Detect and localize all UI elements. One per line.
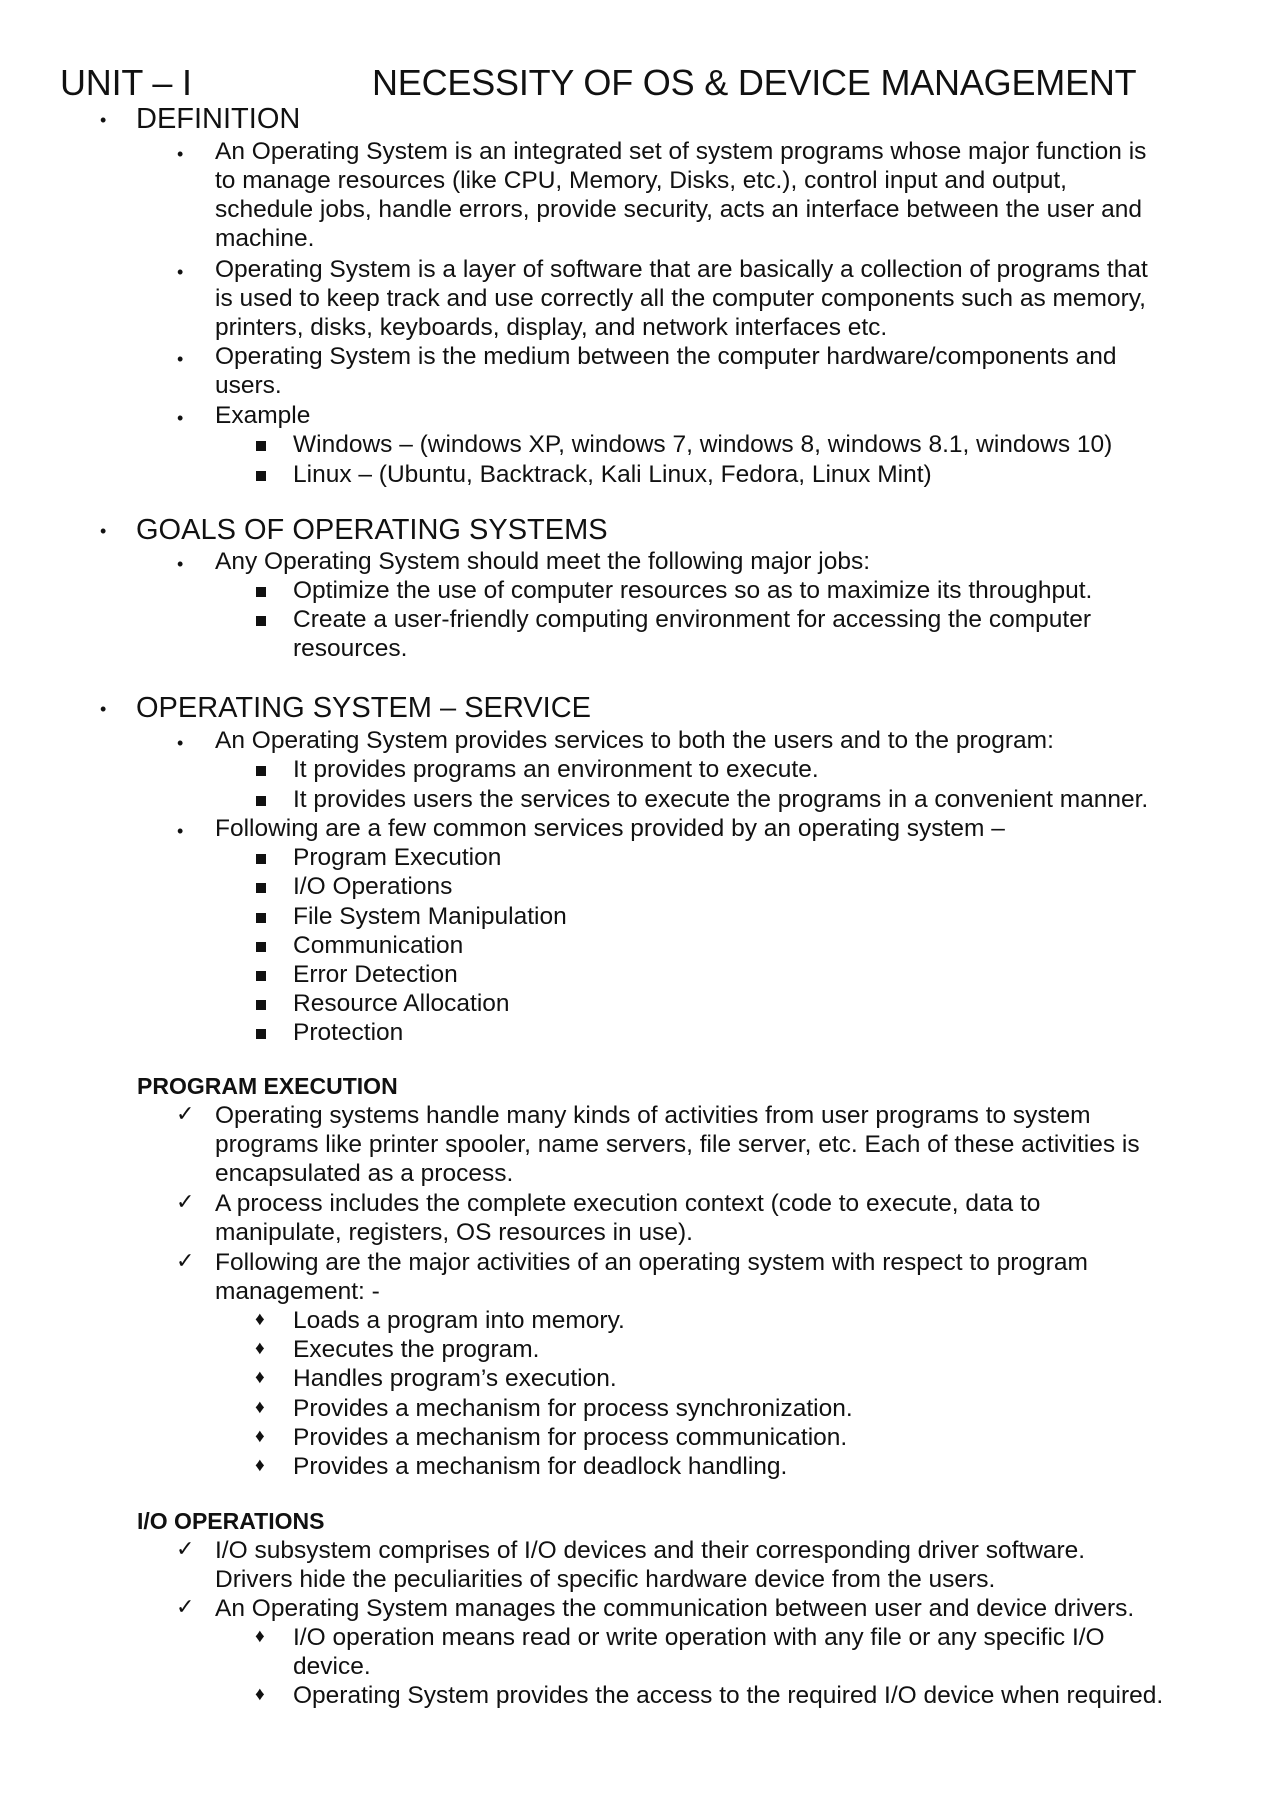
diamond-bullet-icon: ♦ [255,1684,265,1705]
program-execution-c3-line: management: - [215,1278,380,1305]
check-icon: ✓ [176,1536,195,1561]
activity-item: Executes the program. [293,1336,540,1363]
io-c2-line: An Operating System manages the communication between user and device drivers. [215,1595,1135,1622]
bullet-icon: • [177,408,184,428]
diamond-bullet-icon: ♦ [255,1397,265,1418]
square-bullet-icon [256,471,266,481]
square-bullet-icon [256,441,266,451]
activity-item: Provides a mechanism for process communication. [293,1424,848,1451]
io-item: Operating System provides the access to the required I/O device when required. [293,1682,1164,1709]
diamond-bullet-icon: ♦ [255,1309,265,1330]
square-bullet-icon [256,883,266,893]
diamond-bullet-icon: ♦ [255,1338,265,1359]
square-bullet-icon [256,796,266,806]
subheading-program-execution: PROGRAM EXECUTION [137,1073,398,1099]
definition-p1-line: An Operating System is an integrated set of system programs whose major function is [215,138,1147,165]
check-icon: ✓ [176,1101,195,1126]
service-list-item: Resource Allocation [293,990,510,1017]
diamond-bullet-icon: ♦ [255,1426,265,1447]
program-execution-c1-line: Operating systems handle many kinds of activities from user programs to system [215,1102,1091,1129]
square-bullet-icon [256,587,266,597]
example-item: Linux – (Ubuntu, Backtrack, Kali Linux, Fedora, Linux Mint) [293,461,932,488]
diamond-bullet-icon: ♦ [255,1626,265,1647]
diamond-bullet-icon: ♦ [255,1367,265,1388]
bullet-icon: • [100,521,107,541]
goals-item: Optimize the use of computer resources so as to maximize its throughput. [293,577,1093,604]
service-intro-item: It provides users the services to execute the programs in a convenient manner. [293,786,1149,813]
bullet-icon: • [177,262,184,282]
service-intro: An Operating System provides services to both the users and to the program: [215,727,1054,754]
definition-p2-line: is used to keep track and use correctly all the computer components such as memory, [215,285,1146,312]
service-list-item: Communication [293,932,464,959]
program-execution-c2-line: A process includes the complete execution context (code to execute, data to [215,1190,1041,1217]
square-bullet-icon [256,971,266,981]
activity-item: Loads a program into memory. [293,1307,625,1334]
definition-p2-line: Operating System is a layer of software that are basically a collection of programs that [215,256,1148,283]
diamond-bullet-icon: ♦ [255,1455,265,1476]
unit-label: UNIT – I [60,62,192,103]
service-list-intro: Following are a few common services provided by an operating system – [215,815,1005,842]
definition-p2-line: printers, disks, keyboards, display, and network interfaces etc. [215,314,888,341]
activity-item: Handles program’s execution. [293,1365,617,1392]
service-list-item: Program Execution [293,844,502,871]
bullet-icon: • [100,699,107,719]
definition-p3-line: Operating System is the medium between the computer hardware/components and [215,343,1117,370]
service-list-item: Error Detection [293,961,458,988]
io-c1-line: I/O subsystem comprises of I/O devices and their corresponding driver software. [215,1537,1086,1564]
service-intro-item: It provides programs an environment to execute. [293,756,819,783]
goals-intro: Any Operating System should meet the following major jobs: [215,548,871,575]
section-heading-goals: GOALS OF OPERATING SYSTEMS [136,514,608,546]
check-icon: ✓ [176,1594,195,1619]
square-bullet-icon [256,854,266,864]
page-title [60,62,1220,106]
goals-item-continued: resources. [293,635,408,662]
example-label: Example [215,402,311,429]
subheading-io-operations: I/O OPERATIONS [137,1508,325,1534]
program-execution-c1-line: encapsulated as a process. [215,1160,514,1187]
io-item-continued: device. [293,1653,371,1680]
square-bullet-icon [256,1029,266,1039]
service-list-item: I/O Operations [293,873,453,900]
square-bullet-icon [256,766,266,776]
square-bullet-icon [256,942,266,952]
unit-heading: NECESSITY OF OS & DEVICE MANAGEMENT [372,62,1137,103]
activity-item: Provides a mechanism for deadlock handling. [293,1453,788,1480]
service-list-item: Protection [293,1019,404,1046]
program-execution-c1-line: programs like printer spooler, name servers, file server, etc. Each of these activities is [215,1131,1140,1158]
square-bullet-icon [256,1000,266,1010]
program-execution-c2-line: manipulate, registers, OS resources in use). [215,1219,693,1246]
io-item: I/O operation means read or write operation with any file or any specific I/O [293,1624,1105,1651]
io-c1-line: Drivers hide the peculiarities of specific hardware device from the users. [215,1566,996,1593]
bullet-icon: • [177,144,184,164]
section-heading-definition: DEFINITION [136,103,301,135]
goals-item: Create a user-friendly computing environment for accessing the computer [293,606,1091,633]
definition-p1-line: to manage resources (like CPU, Memory, Disks, etc.), control input and output, [215,167,1067,194]
example-item: Windows – (windows XP, windows 7, windows 8, windows 8.1, windows 10) [293,431,1113,458]
check-icon: ✓ [176,1248,195,1273]
bullet-icon: • [177,554,184,574]
square-bullet-icon [256,616,266,626]
bullet-icon: • [100,110,107,130]
section-heading-service: OPERATING SYSTEM – SERVICE [136,692,591,724]
definition-p1-line: machine. [215,225,315,252]
check-icon: ✓ [176,1189,195,1214]
bullet-icon: • [177,349,184,369]
bullet-icon: • [177,821,184,841]
bullet-icon: • [177,733,184,753]
program-execution-c3-line: Following are the major activities of an operating system with respect to program [215,1249,1088,1276]
activity-item: Provides a mechanism for process synchronization. [293,1395,853,1422]
square-bullet-icon [256,913,266,923]
definition-p1-line: schedule jobs, handle errors, provide security, acts an interface between the user and [215,196,1142,223]
definition-p3-line: users. [215,372,282,399]
service-list-item: File System Manipulation [293,903,567,930]
